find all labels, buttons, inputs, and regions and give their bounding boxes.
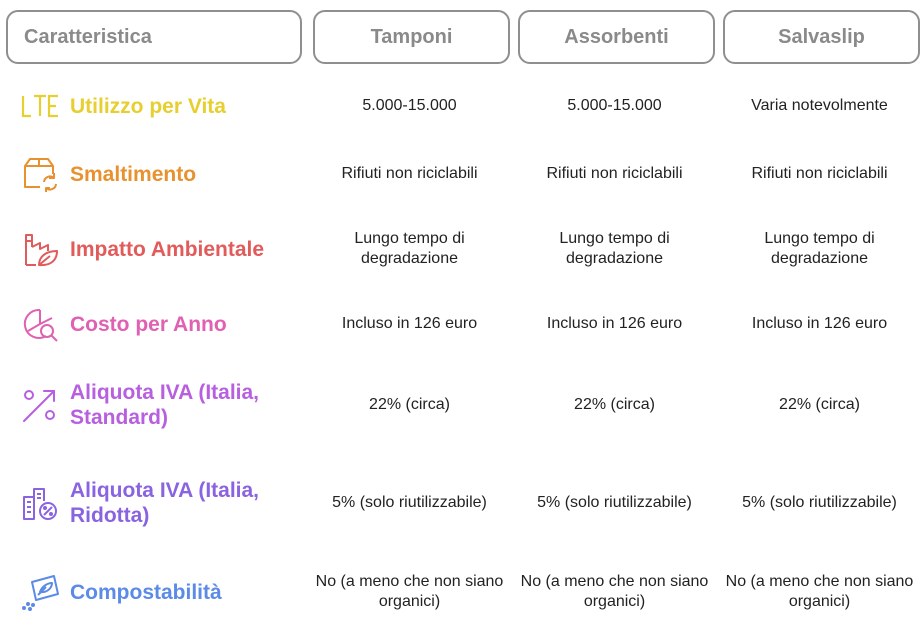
row-label-text: Utilizzo per Vita: [70, 94, 226, 118]
table-row: [0, 372, 923, 438]
cell-tamponi: No (a meno che non siano organici): [315, 573, 504, 610]
cell-salvaslip: Incluso in 126 euro: [751, 315, 888, 332]
cell-assorbenti: 22% (circa): [574, 396, 655, 413]
row-label: [16, 372, 316, 438]
cell-assorbenti: 5.000-15.000: [567, 97, 662, 114]
row-label: [16, 470, 316, 536]
table-row: [0, 470, 923, 536]
cell-tamponi: Incluso in 126 euro: [341, 315, 478, 332]
row-label: [16, 564, 316, 620]
header-tamponi: Tamponi: [313, 10, 510, 64]
table-row: [0, 564, 923, 620]
cell-assorbenti: No (a meno che non siano organici): [520, 573, 709, 610]
cell-tamponi: 22% (circa): [369, 396, 450, 413]
percent-arrow-icon: [16, 381, 64, 429]
cell-salvaslip: Varia notevolmente: [751, 97, 888, 114]
table-row: [0, 148, 923, 200]
cell-tamponi: Lungo tempo di degradazione: [354, 230, 465, 267]
row-label-text: Impatto Ambientale: [70, 237, 265, 261]
cell-tamponi: 5.000-15.000: [362, 97, 457, 114]
row-label-text: Aliquota IVA (Italia, Ridotta): [70, 479, 260, 527]
recycle-box-icon: [16, 150, 64, 198]
cell-assorbenti: Rifiuti non riciclabili: [546, 165, 683, 182]
row-label: [16, 298, 316, 350]
table-row: [0, 222, 923, 276]
pie-chart-search-icon: [16, 300, 64, 348]
row-label-text: Compostabilità: [70, 580, 222, 604]
building-percent-icon: [16, 479, 64, 527]
row-label-text: Smaltimento: [70, 162, 197, 186]
lte-icon: [16, 82, 64, 130]
cell-salvaslip: Lungo tempo di degradazione: [764, 230, 875, 267]
table-row: [0, 80, 923, 132]
compost-leaf-icon: [16, 568, 64, 616]
cell-salvaslip: 5% (solo riutilizzabile): [742, 494, 897, 511]
factory-leaf-icon: [16, 225, 64, 273]
cell-assorbenti: Incluso in 126 euro: [546, 315, 683, 332]
cell-tamponi: 5% (solo riutilizzabile): [332, 494, 487, 511]
row-label-text: Costo per Anno: [70, 312, 227, 336]
cell-tamponi: Rifiuti non riciclabili: [341, 165, 478, 182]
header-salvaslip: Salvaslip: [723, 10, 920, 64]
row-label: [16, 148, 316, 200]
row-label-text: Aliquota IVA (Italia, Standard): [70, 381, 260, 429]
cell-salvaslip: Rifiuti non riciclabili: [751, 165, 888, 182]
cell-salvaslip: No (a meno che non siano organici): [725, 573, 914, 610]
table-row: [0, 298, 923, 350]
row-label: [16, 222, 316, 276]
cell-salvaslip: 22% (circa): [779, 396, 860, 413]
cell-assorbenti: 5% (solo riutilizzabile): [537, 494, 692, 511]
row-label: [16, 80, 316, 132]
header-feature: Caratteristica: [6, 10, 302, 64]
cell-assorbenti: Lungo tempo di degradazione: [559, 230, 670, 267]
header-assorbenti: Assorbenti: [518, 10, 715, 64]
